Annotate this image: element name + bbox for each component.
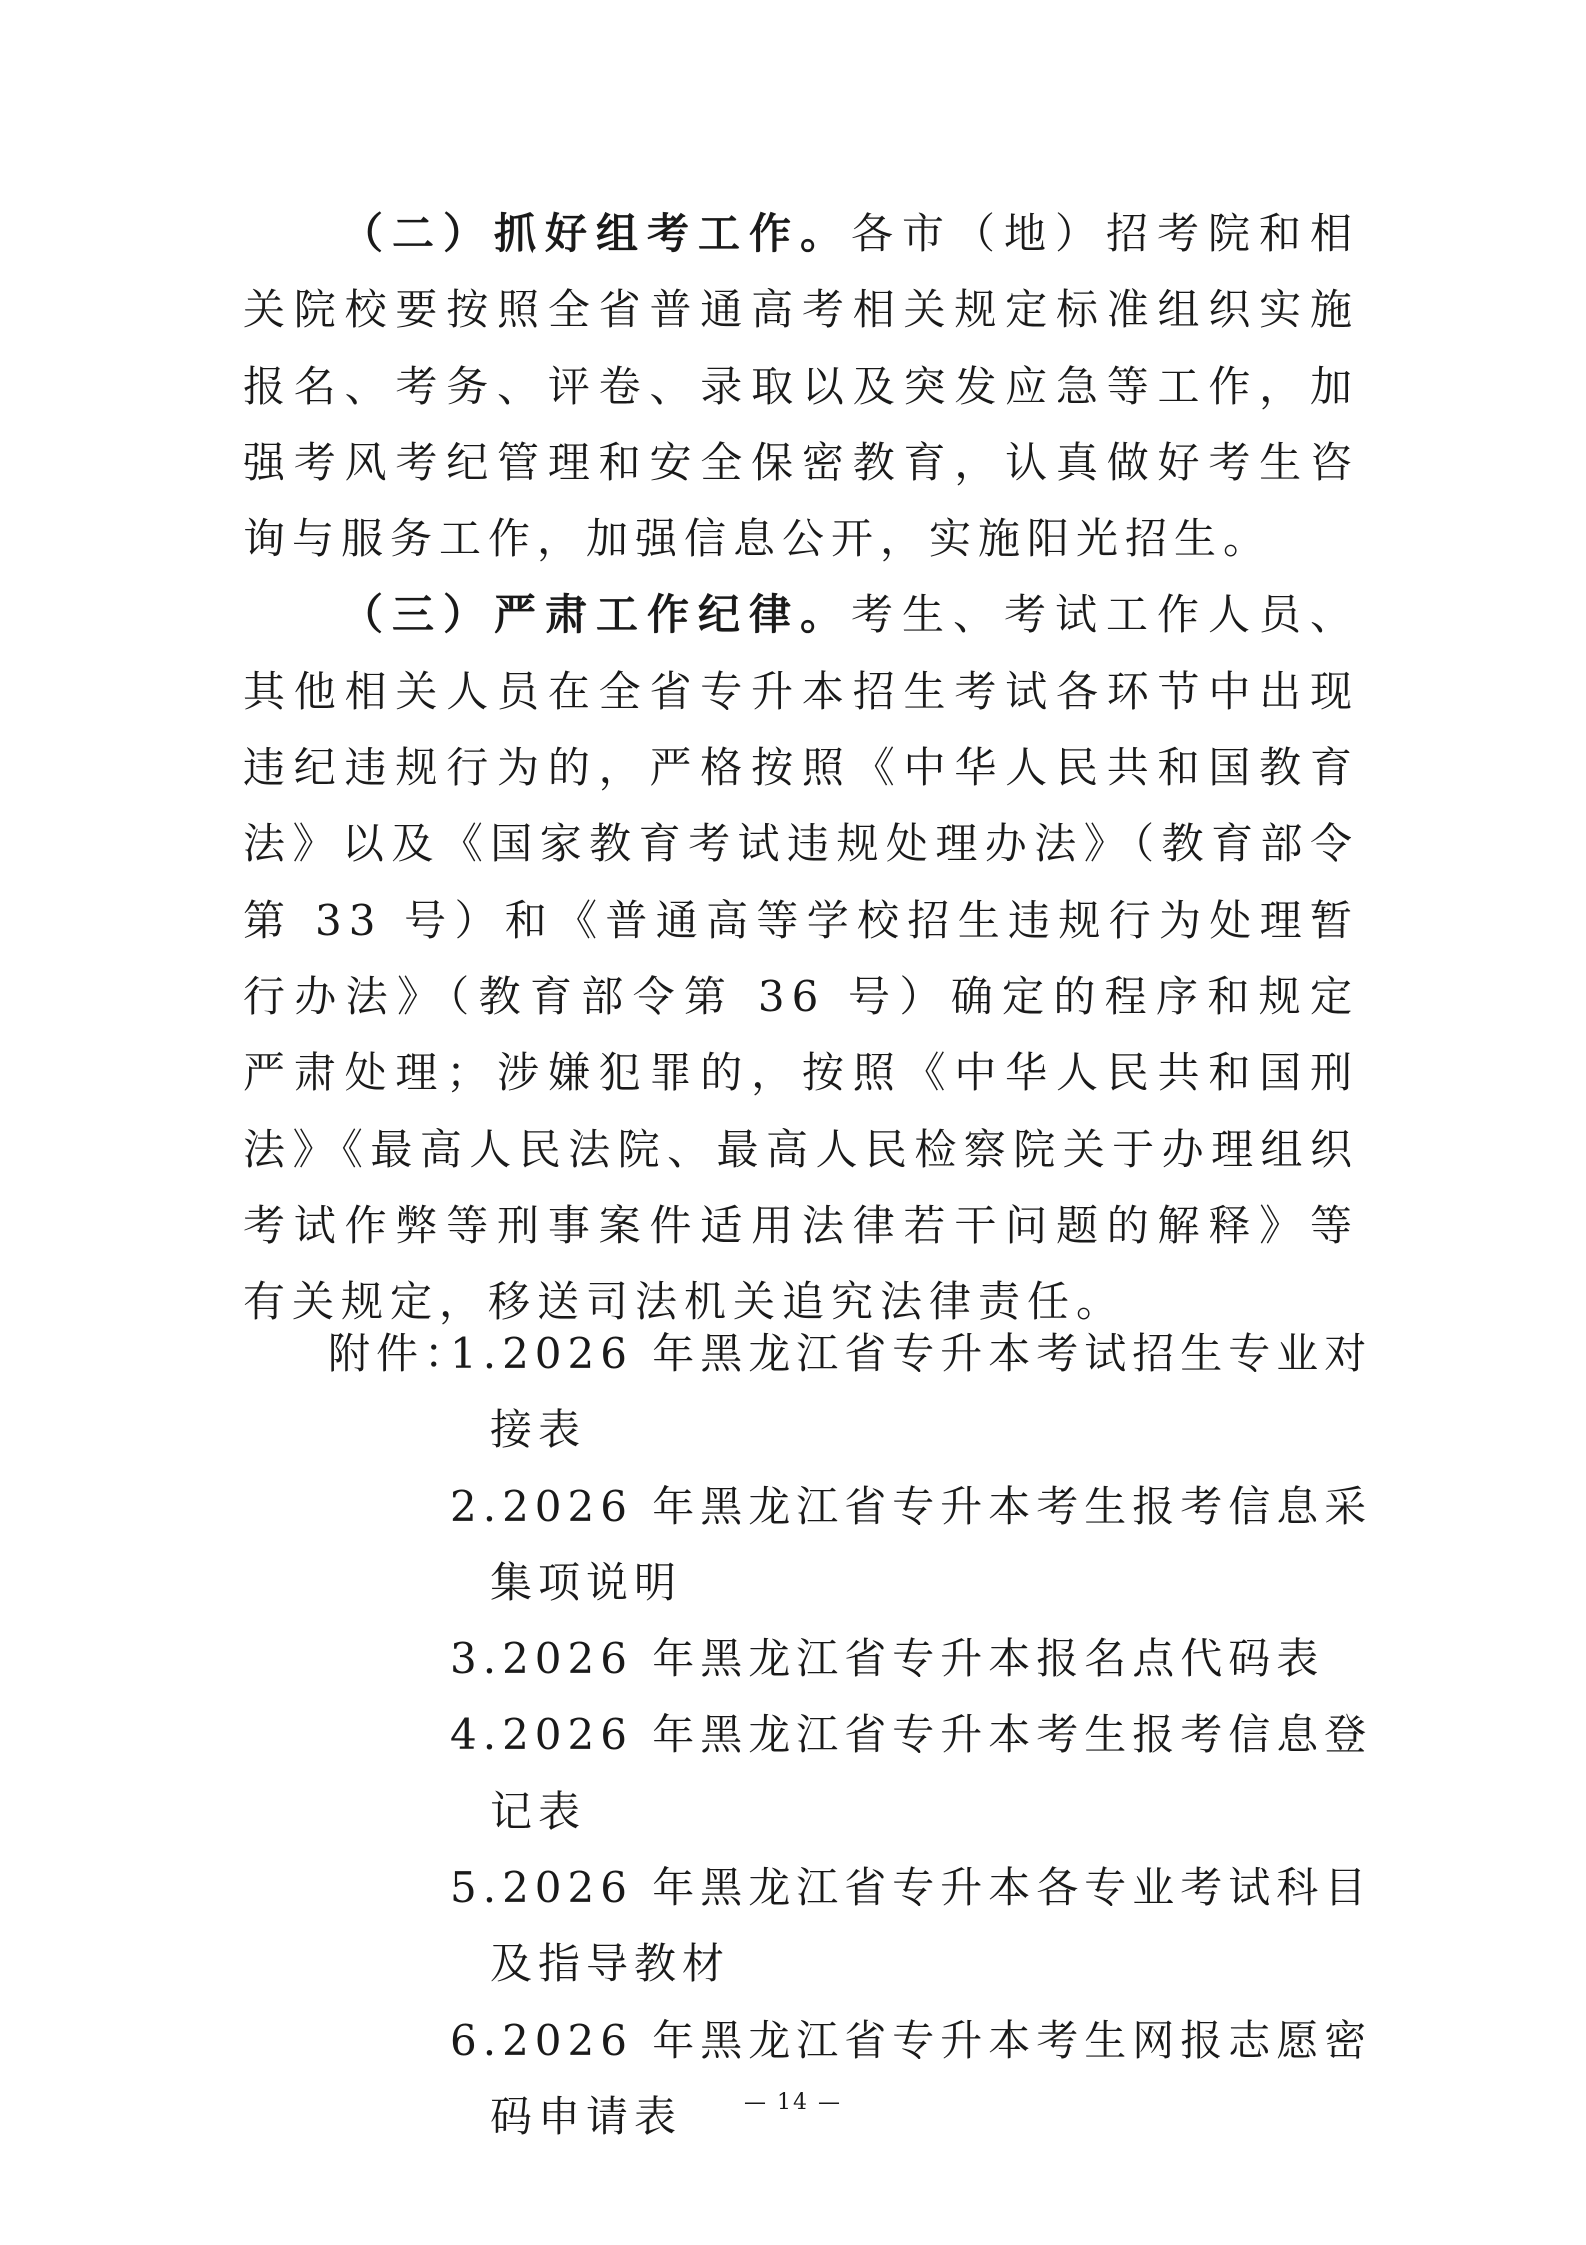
- attachment-item: 3.2026 年黑龙江省专升本报名点代码表: [450, 1634, 1325, 1684]
- attachment-item: 6.2026 年黑龙江省专升本考生网报志愿密码申请表: [450, 2015, 1373, 2141]
- attachment-item: 4.2026 年黑龙江省专升本考生报考信息登记表: [450, 1710, 1373, 1836]
- attachment-row: [328, 2003, 1408, 2156]
- attachment-item: 5.2026 年黑龙江省专升本各专业考试科目及指导教材: [450, 1863, 1373, 1989]
- page-number: — 14 —: [744, 2090, 842, 2115]
- paragraph-heading: （二）抓好组考工作。: [341, 209, 851, 258]
- attachment-row: [328, 1469, 1408, 1622]
- paragraph-organize-exam: [243, 196, 1359, 577]
- paragraph-work-discipline: [243, 577, 1359, 1340]
- attachment-item: 2.2026 年黑龙江省专升本考生报考信息采集项说明: [450, 1481, 1373, 1607]
- attachments-list: [328, 1316, 1408, 2155]
- body-text: [243, 196, 1359, 1340]
- paragraph-heading: （三）严肃工作纪律。: [341, 590, 851, 640]
- attachment-row: [328, 1621, 1408, 1697]
- attachment-row: [328, 1316, 1408, 1469]
- attachment-item: 1.2026 年黑龙江省专升本考试招生专业对接表: [450, 1329, 1373, 1455]
- attachment-row: [328, 1850, 1408, 2003]
- paragraph-body: 各市（地）招考院和相关院校要按照全省普通高考相关规定标准组织实施报名、考务、评卷、录取以及突发应急等工作，加强考风考纪管理和安全保密教育，认真做好考生咨询与服务工作，加强信息公开，实施阳光招生。: [243, 209, 1359, 564]
- attachments-label: 附件：: [328, 1329, 473, 1378]
- attachment-row: [328, 1697, 1408, 1850]
- paragraph-body: 考生、考试工作人员、其他相关人员在全省专升本招生考试各环节中出现违纪违规行为的，严格按照《中华人民共和国教育法》以及《国家教育考试违规处理办法》（教育部令第 33 号）和《普通高等学校招生违规行为处理暂行办法》（教育部令第 36 号）确定的程序和规定严肃处理；涉嫌犯罪的，按照《中华人民共和国刑法》《最高人民法院、最高人民检察院关于办理组织考试作弊等刑事案件适用法律若干问题的解释》等有关规定，移送司法机关追究法律责任。: [243, 590, 1359, 1327]
